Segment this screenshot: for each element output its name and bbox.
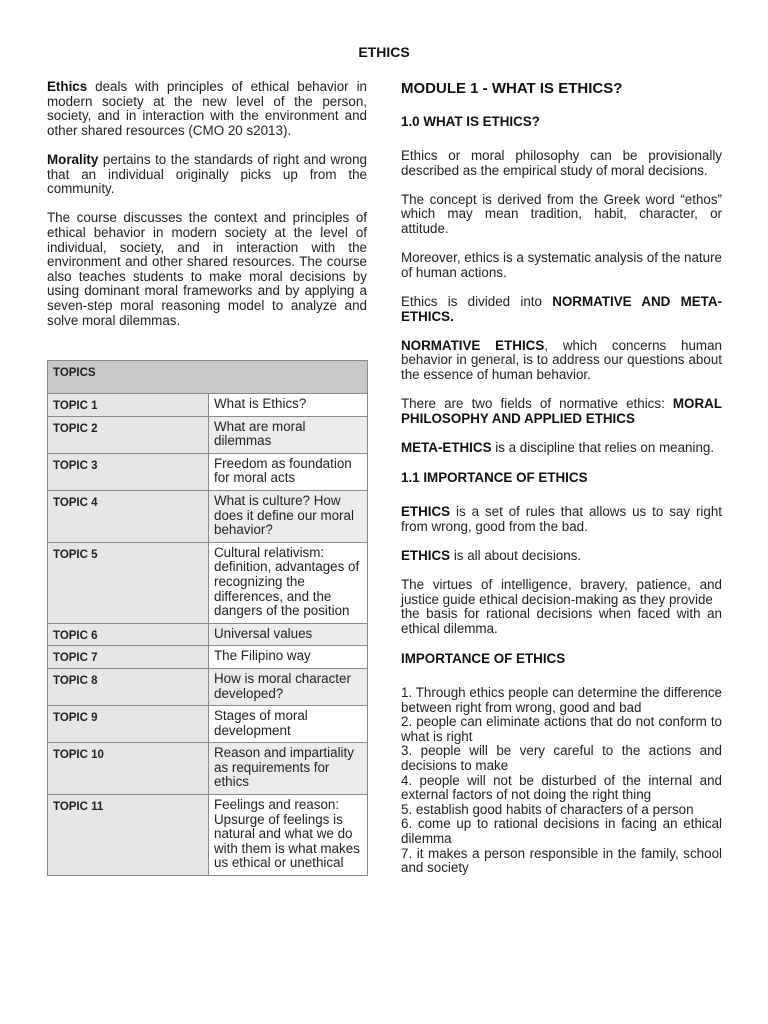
section-heading-importance: 1.1 IMPORTANCE OF ETHICS — [401, 470, 588, 486]
division-text: Ethics is divided into — [401, 293, 553, 309]
ethics-term: Ethics — [47, 79, 88, 94]
table-row — [48, 743, 368, 795]
topic-number: TOPIC 2 — [48, 416, 209, 453]
paragraph-division — [401, 295, 722, 324]
module-title: MODULE 1 - WHAT IS ETHICS? — [401, 80, 623, 97]
topic-name: What is culture? How does it define our moral behavior? — [209, 490, 368, 542]
topic-number: TOPIC 5 — [48, 542, 209, 623]
table-row — [48, 416, 368, 453]
topic-number: TOPIC 10 — [48, 743, 209, 795]
normative-ethics-term: NORMATIVE ETHICS — [401, 337, 545, 353]
paragraph-systematic-analysis: Moreover, ethics is a systematic analysis of the nature of human actions. — [401, 250, 722, 280]
topics-table — [47, 360, 368, 876]
topic-name: Stages of moral development — [209, 706, 368, 743]
paragraph-meta-ethics — [401, 441, 722, 456]
ethics-decisions-term: ETHICS — [401, 547, 451, 563]
page-title: ETHICS — [358, 44, 410, 60]
table-row — [48, 453, 368, 490]
meta-ethics-text: is a discipline that relies on meaning. — [491, 439, 715, 455]
topics-header: TOPICS — [48, 361, 368, 394]
topics-table-header — [48, 361, 368, 394]
table-row — [48, 394, 368, 417]
normative-ethics-text: , which concerns human behavior in general, is to address our questions about the essence of human behavior. — [401, 337, 722, 382]
morality-term: Morality — [47, 151, 99, 167]
table-row — [48, 490, 368, 542]
importance-list — [401, 686, 722, 876]
topic-number: TOPIC 11 — [48, 795, 209, 876]
topic-number: TOPIC 3 — [48, 453, 209, 490]
topic-number: TOPIC 1 — [48, 394, 209, 417]
two-fields-text: There are two fields of normative ethics: — [401, 396, 673, 412]
ethics-decisions-text: is all about decisions. — [450, 547, 582, 563]
topic-name: The Filipino way — [209, 646, 368, 669]
list-item: 2. people can eliminate actions that do not conform to what is right — [401, 714, 722, 744]
topic-number: TOPIC 4 — [48, 490, 209, 542]
list-item: 4. people will not be disturbed of the internal and external factors of not doing the right thing — [401, 772, 722, 803]
table-row — [48, 706, 368, 743]
ethics-definition-text: deals with principles of ethical behavior in modern society at the new level of the person, society, and in interaction with the environment and other shared resources (CMO 20 s2013). — [47, 79, 367, 138]
paragraph-moral-philosophy: Ethics or moral philosophy can be provisionally described as the empirical study of moral decisions. — [401, 148, 722, 178]
table-row — [48, 795, 368, 876]
ethics-definition — [47, 80, 367, 138]
virtues-text-continued: the basis for rational decisions when faced with an ethical dilemma. — [401, 606, 722, 636]
two-fields-bold: MORAL PHILOSOPHY AND APPLIED ETHICS — [401, 396, 722, 426]
topic-name: Reason and impartiality as requirements for ethics — [209, 743, 368, 795]
topic-name: What is Ethics? — [209, 394, 368, 417]
topic-name: Cultural relativism: definition, advantages of recognizing the differences, and the dangers of the position — [209, 542, 368, 623]
topic-name: How is moral character developed? — [209, 668, 368, 705]
left-column — [47, 80, 367, 328]
table-row — [48, 646, 368, 669]
paragraph-ethics-decisions — [401, 549, 722, 564]
paragraph-ethics-rules — [401, 505, 722, 534]
importance-heading: IMPORTANCE OF ETHICS — [401, 651, 566, 666]
table-row — [48, 623, 368, 646]
topic-number: TOPIC 7 — [48, 646, 209, 669]
list-item: 7. it makes a person responsible in the family, school and society — [401, 845, 722, 876]
topic-name: Universal values — [209, 623, 368, 646]
topic-number: TOPIC 8 — [48, 668, 209, 705]
division-bold: NORMATIVE AND META-ETHICS. — [401, 293, 722, 324]
topic-name: What are moral dilemmas — [209, 416, 368, 453]
meta-ethics-term: META-ETHICS — [401, 439, 492, 455]
ethics-rules-term: ETHICS — [401, 504, 451, 520]
section-heading-what-is-ethics: 1.0 WHAT IS ETHICS? — [401, 114, 540, 129]
paragraph-two-fields — [401, 397, 722, 426]
list-item: 5. establish good habits of characters of a person — [401, 801, 694, 817]
topic-number: TOPIC 9 — [48, 706, 209, 743]
paragraph-normative-ethics — [401, 339, 722, 383]
topic-name: Feelings and reason: Upsurge of feelings is natural and what we do with them is what makes us ethical or unethical — [209, 795, 368, 876]
right-column — [401, 80, 722, 876]
morality-definition-text: pertains to the standards of right and wrong that an individual originally picks up from the community. — [47, 151, 367, 197]
morality-definition — [47, 153, 367, 197]
topic-number: TOPIC 6 — [48, 623, 209, 646]
list-item: 3. people will be very careful to the actions and decisions to make — [401, 743, 722, 773]
virtues-text: The virtues of intelligence, bravery, patience, and justice guide ethical decision-making as they provide — [401, 577, 722, 607]
table-row — [48, 542, 368, 623]
course-description: The course discusses the context and principles of ethical behavior in modern society at the level of individual, society, and in interaction with the environment and other shared resources. The course also teaches students to make moral decisions by using dominant moral frameworks and by applying a seven-step moral reasoning model to analyze and solve moral dilemmas. — [47, 210, 367, 328]
ethics-rules-text: is a set of rules that allows us to say right from wrong, good from the bad. — [401, 504, 722, 534]
paragraph-ethos: The concept is derived from the Greek word “ethos” which may mean tradition, habit, character, or attitude. — [401, 191, 722, 236]
list-item: 6. come up to rational decisions in facing an ethical dilemma — [401, 816, 722, 846]
table-row — [48, 668, 368, 705]
list-item: 1. Through ethics people can determine the difference between right from wrong, good and bad — [401, 685, 722, 715]
paragraph-virtues — [401, 578, 722, 636]
topic-name: Freedom as foundation for moral acts — [209, 453, 368, 490]
